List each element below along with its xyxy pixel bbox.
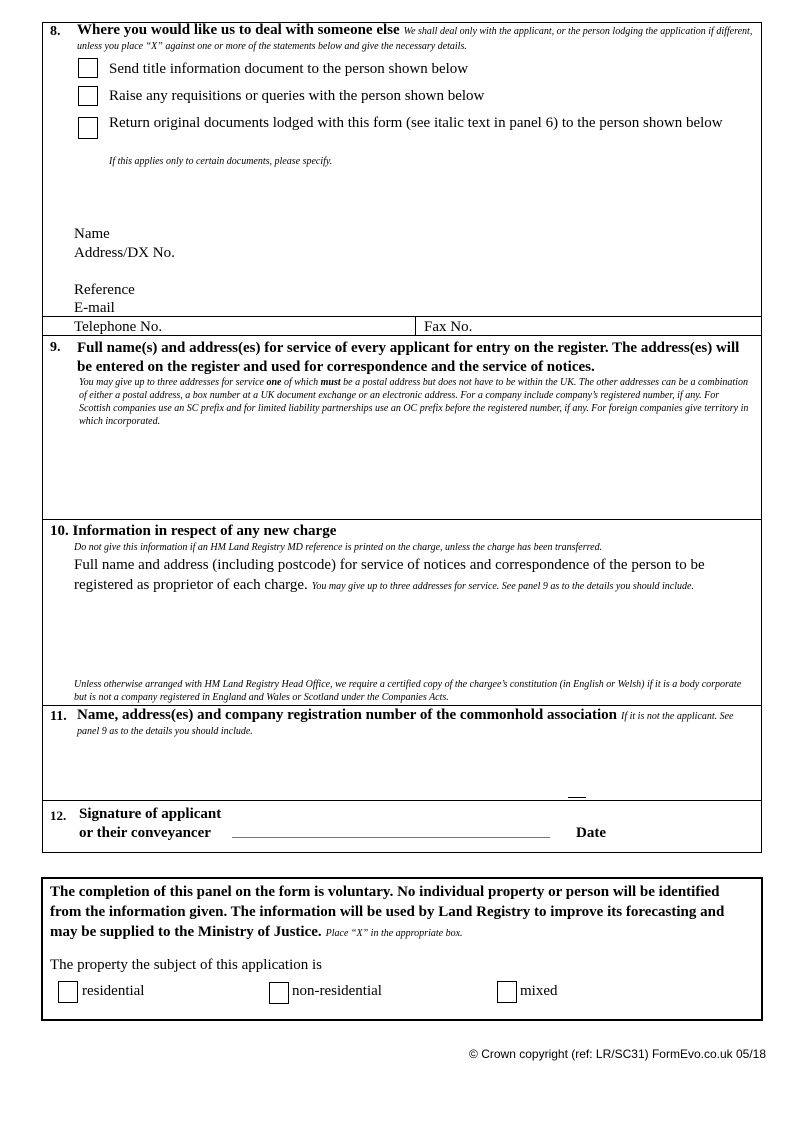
panel-9-note-part: of which [283, 377, 319, 388]
return-documents-note: If this applies only to certain documents, please specify. [109, 156, 333, 167]
contact-name-label: Name [74, 226, 110, 242]
copyright-footer: © Crown copyright (ref: LR/SC31) FormEvo.co.uk 05/18 [469, 1047, 766, 1061]
signature-line[interactable] [232, 837, 550, 838]
mixed-label: mixed [520, 983, 558, 999]
panel-10-note-2: You may give up to three addresses for service. See panel 9 as to the details you should include. [311, 581, 694, 592]
residential-label: residential [82, 983, 145, 999]
raise-requisitions-label: Raise any requisitions or queries with the person shown below [109, 88, 485, 104]
panel-11-heading [77, 708, 751, 738]
panel-8-note: We shall deal only with the applicant, or the person lodging the application if different, unless you place “X” against one or more of the statements below and give the necessary details. [77, 26, 753, 52]
panel-12-number: 12. [50, 808, 67, 823]
panel-10-text: Full name and address (including postcode) for service of notices and correspondence of the person to be registered as proprietor of each charge. [74, 557, 705, 593]
mixed-checkbox[interactable] [497, 981, 517, 1003]
panel-11-note: If it is not the applicant. See panel 9 as to the details you should include. [77, 711, 734, 737]
panel-10-body [74, 555, 756, 595]
send-title-info-checkbox[interactable] [78, 58, 98, 78]
send-title-info-label: Send title information document to the person shown below [109, 61, 469, 77]
panel-10-constitution-note: Unless otherwise arranged with HM Land Registry Head Office, we require a certified copy of the chargee’s constitution (in English or Welsh) if it is a body corporate but is not a company registered in England and Wales or Scotland under the Companies Acts. [74, 679, 742, 703]
voluntary-note: Place “X” in the appropriate box. [325, 928, 463, 939]
telephone-fax-divider [415, 316, 416, 335]
panel-10-note: Do not give this information if an HM Land Registry MD reference is printed on the charge, unless the charge has been transferred. [74, 542, 603, 553]
panel-12-date-label: Date [576, 825, 606, 841]
non-residential-checkbox[interactable] [269, 982, 289, 1004]
panel-8-title: Where you would like us to deal with someone else [77, 22, 400, 38]
return-documents-label: Return original documents lodged with this form (see italic text in panel 6) to the person shown below [109, 115, 723, 131]
panel-10-number: 10. [50, 523, 69, 539]
panel-9-note-emphasis: must [320, 377, 341, 388]
panel-8-heading [77, 23, 757, 53]
panel-8-number: 8. [50, 24, 61, 39]
panel-9-note-part: be a postal address but does not have to be within the UK. The other addresses can be a combination of either a postal address, a box number at a UK document exchange or an electronic address. For a company include company’s registered number, if any. For Scottish companies use an SC prefix and for limited liability partnerships use an OC prefix before the registered number, if any. For foreign companies give territory in which incorporated. [79, 377, 749, 427]
voluntary-panel-text [50, 882, 750, 942]
panel-11-number: 11. [50, 709, 67, 724]
panel-11-top-divider [42, 705, 762, 706]
return-documents-checkbox[interactable] [78, 117, 98, 139]
residential-checkbox[interactable] [58, 981, 78, 1003]
contact-reference-label: Reference [74, 282, 135, 298]
panel-9-note-part: You may give up to three addresses for service [79, 377, 264, 388]
panel-9-number: 9. [50, 340, 61, 355]
panel-10-top-divider [42, 519, 762, 520]
telephone-row-top-line [42, 316, 762, 317]
contact-fax-label: Fax No. [424, 319, 473, 335]
voluntary-statement: The completion of this panel on the form is voluntary. No individual property or person will be identified from the information given. The information will be used by Land Registry to improve its forecasting and may be supplied to the Ministry of Justice. [50, 884, 725, 940]
contact-email-label: E-mail [74, 300, 115, 316]
contact-address-label: Address/DX No. [74, 245, 175, 261]
panel-12-top-divider [42, 800, 762, 801]
panel-12-signature-label: Signature of applicant [79, 806, 222, 822]
panel-9-note [79, 376, 751, 428]
contact-telephone-label: Telephone No. [74, 319, 163, 335]
panel-12-conveyancer-label: or their conveyancer [79, 825, 211, 841]
panel-10-heading [50, 523, 336, 540]
panel-9-title: Full name(s) and address(es) for service of every applicant for entry on the register. The address(es) will be entered on the register and used for correspondence and the service of notices. [77, 340, 740, 375]
panel-11-tick-mark [568, 797, 586, 798]
non-residential-label: non-residential [292, 983, 382, 999]
panel-10-title: Information in respect of any new charge [72, 523, 337, 539]
panel-11-title: Name, address(es) and company registration number of the commonhold association [77, 707, 618, 723]
property-type-question: The property the subject of this application is [50, 957, 323, 973]
panel-9-note-emphasis: one [266, 377, 282, 388]
raise-requisitions-checkbox[interactable] [78, 86, 98, 106]
